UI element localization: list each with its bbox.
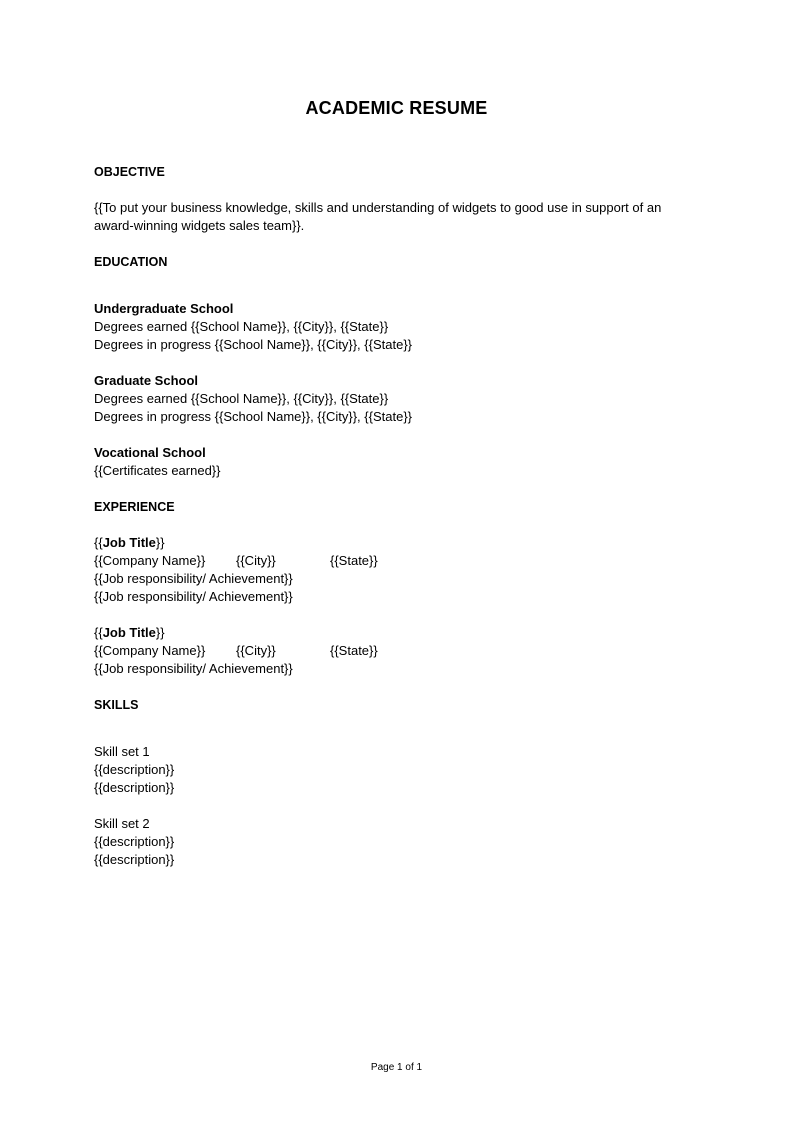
skill-description: {{description}} (94, 852, 175, 867)
job-title (94, 624, 714, 642)
undergraduate-degrees-in-progress: Degrees in progress {{School Name}}, {{City}}, {{State}} (94, 337, 412, 352)
skill-set-label: Skill set 2 (94, 816, 150, 831)
job-location-row (94, 552, 714, 570)
job-company: {{Company Name}} (94, 553, 206, 568)
skill-description: {{description}} (94, 780, 175, 795)
page-number-footer: Page 1 of 1 (370, 1062, 423, 1073)
undergraduate-school-label: Undergraduate School (94, 301, 234, 316)
job-responsibility: {{Job responsibility/ Achievement}} (94, 589, 293, 604)
skill-set-label: Skill set 1 (94, 744, 150, 759)
job-state: {{State}} (330, 553, 378, 568)
skills-heading: SKILLS (94, 698, 139, 712)
job-location-row (94, 642, 714, 660)
job-title-brace-close: }} (155, 625, 165, 640)
page-title: ACADEMIC RESUME (305, 98, 488, 118)
skill-description: {{description}} (94, 834, 175, 849)
job-title-brace-open: {{ (94, 535, 103, 550)
job-city: {{City}} (236, 643, 276, 658)
resume-body (94, 163, 714, 869)
job-responsibility: {{Job responsibility/ Achievement}} (94, 571, 293, 586)
job-title-text: Job Title (102, 625, 156, 640)
job-city: {{City}} (236, 553, 276, 568)
job-company: {{Company Name}} (94, 643, 206, 658)
objective-heading: OBJECTIVE (94, 165, 165, 179)
job-title-brace-close: }} (155, 535, 165, 550)
undergraduate-degrees-earned: Degrees earned {{School Name}}, {{City}}, {{State}} (94, 319, 389, 334)
job-state: {{State}} (330, 643, 378, 658)
job-title-text: Job Title (102, 535, 156, 550)
experience-heading: EXPERIENCE (94, 500, 175, 514)
graduate-degrees-earned: Degrees earned {{School Name}}, {{City}}, {{State}} (94, 391, 389, 406)
education-heading: EDUCATION (94, 255, 168, 269)
vocational-school-label: Vocational School (94, 445, 206, 460)
job-responsibility: {{Job responsibility/ Achievement}} (94, 661, 293, 676)
graduate-school-label: Graduate School (94, 373, 199, 388)
job-title (94, 534, 714, 552)
job-title-brace-open: {{ (94, 625, 103, 640)
skill-description: {{description}} (94, 762, 175, 777)
objective-text: {{To put your business knowledge, skills and understanding of widgets to good use in support of an award-winning widgets sales team}}. (94, 200, 662, 233)
vocational-certificates: {{Certificates earned}} (94, 463, 221, 478)
graduate-degrees-in-progress: Degrees in progress {{School Name}}, {{City}}, {{State}} (94, 409, 412, 424)
